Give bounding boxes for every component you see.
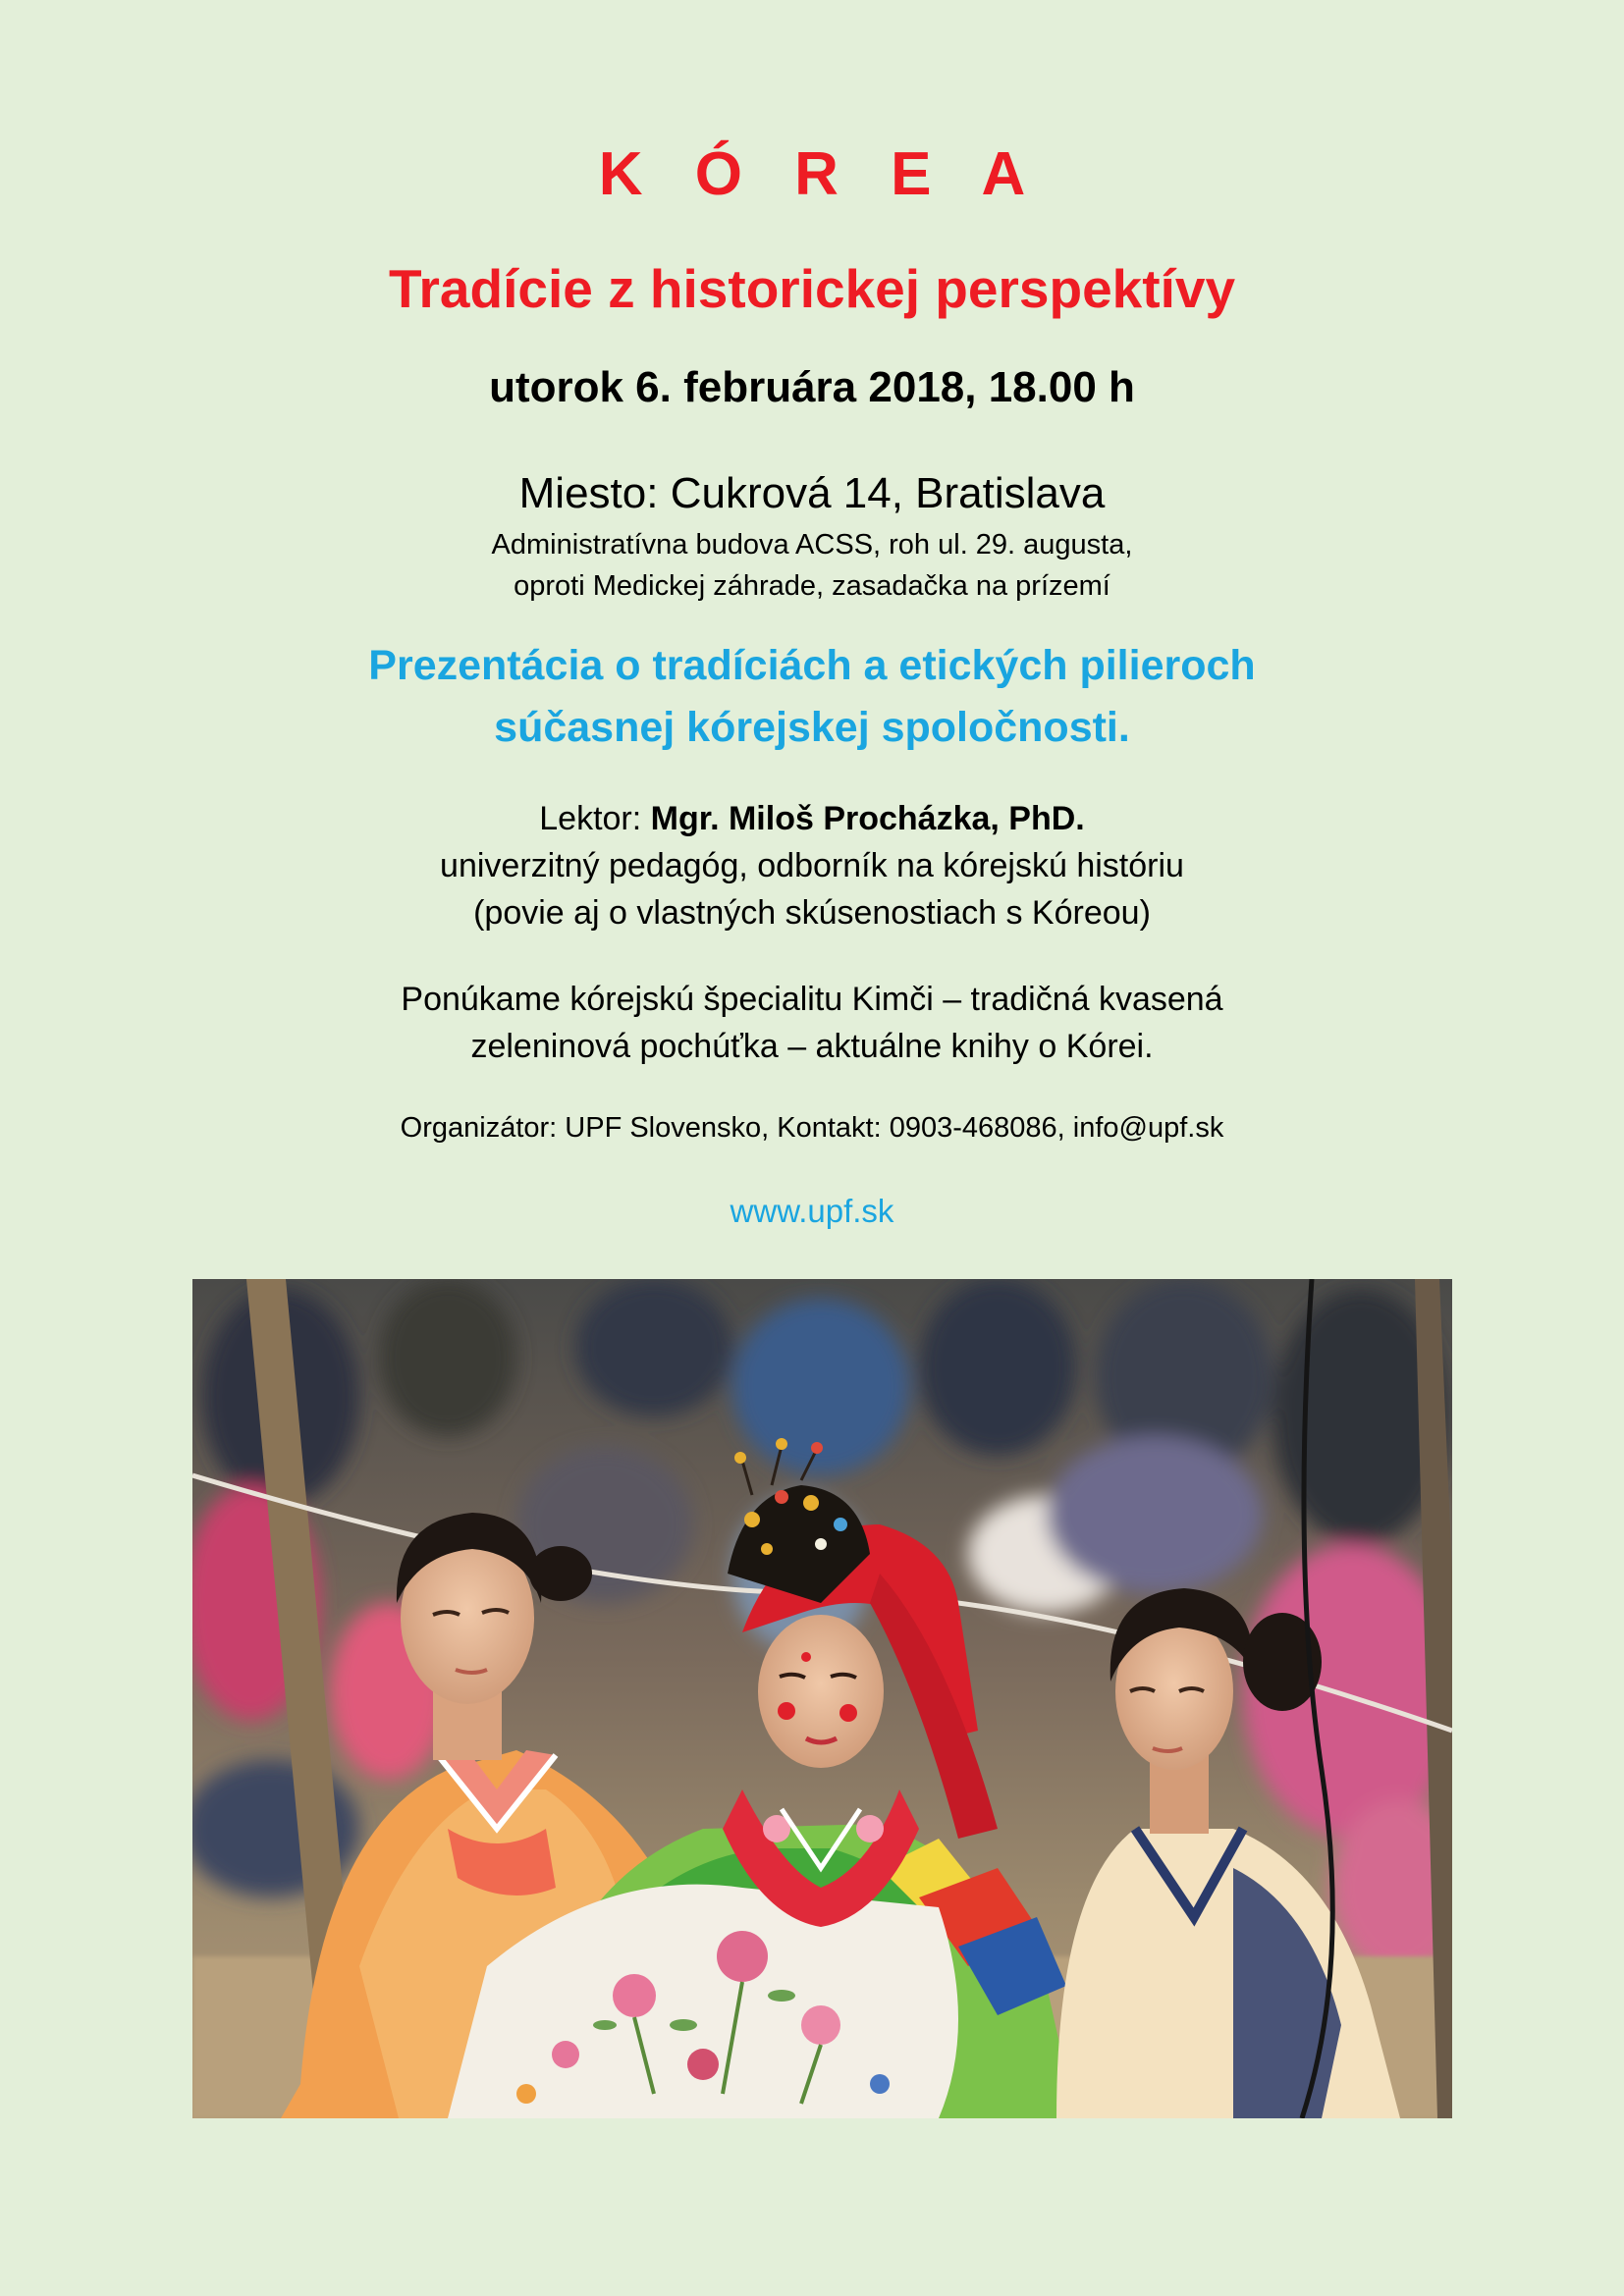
lecturer-line bbox=[0, 800, 1624, 838]
lecturer-note: (povie aj o vlastných skúsenostiach s Kóreou) bbox=[473, 894, 1151, 932]
offer-line-2: zeleninová pochúťka – aktuálne knihy o Kórei. bbox=[470, 1028, 1154, 1065]
lecturer-role: univerzitný pedagóg, odborník na kórejskú históriu bbox=[440, 847, 1184, 884]
event-place: Miesto: Cukrová 14, Bratislava bbox=[518, 469, 1106, 517]
poster-title: K Ó R E A bbox=[598, 140, 1044, 208]
presentation-line-1: Prezentácia o tradíciách a etických pilieroch bbox=[368, 642, 1256, 689]
lecturer-name: Mgr. Miloš Procházka, PhD. bbox=[650, 800, 1085, 837]
organizer-contact: Organizátor: UPF Slovensko, Kontakt: 0903-468086, info@upf.sk bbox=[400, 1112, 1224, 1144]
address-line-2: oproti Medickej záhrade, zasadačka na prízemí bbox=[514, 570, 1110, 602]
poster-subtitle: Tradície z historickej perspektívy bbox=[388, 258, 1236, 319]
address-line-1: Administratívna budova ACSS, roh ul. 29. augusta, bbox=[491, 529, 1133, 561]
event-date: utorok 6. februára 2018, 18.00 h bbox=[489, 363, 1135, 411]
presentation-line-2: súčasnej kórejskej spoločnosti. bbox=[494, 704, 1130, 751]
photo-korean-women-hanbok bbox=[192, 1279, 1452, 2118]
offer-line-1: Ponúkame kórejskú špecialitu Kimči – tradičná kvasená bbox=[401, 981, 1223, 1018]
lecturer-label: Lektor: bbox=[539, 800, 651, 837]
website-link[interactable]: www.upf.sk bbox=[730, 1193, 894, 1229]
